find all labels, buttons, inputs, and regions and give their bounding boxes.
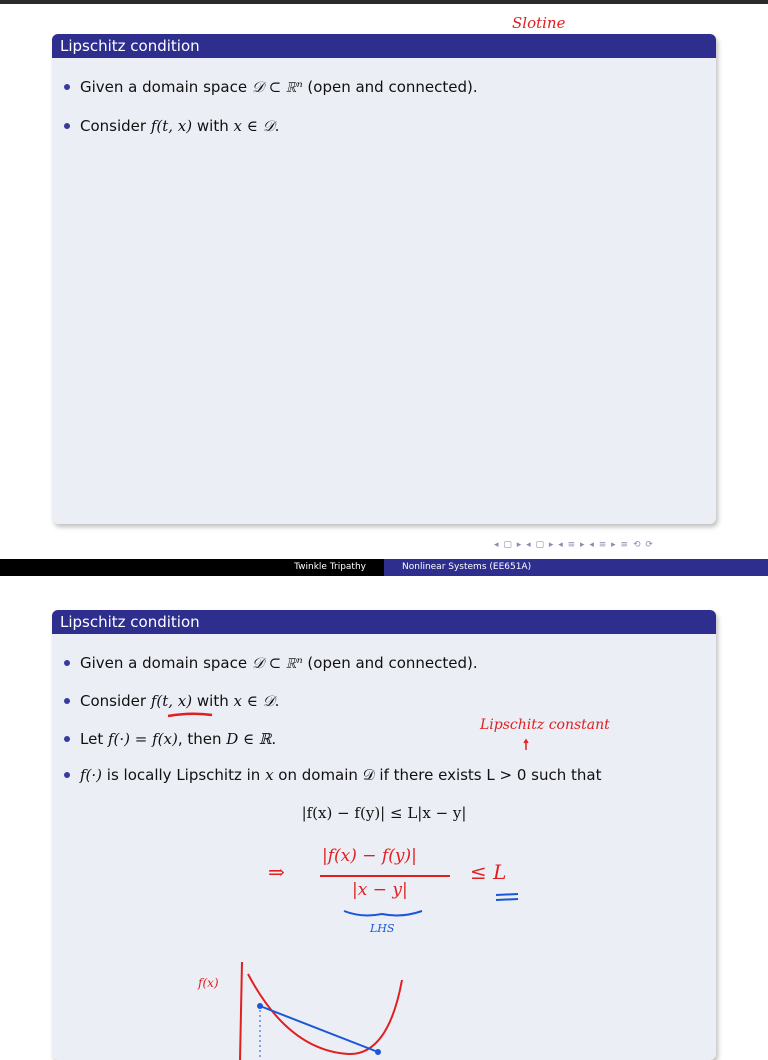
le-L-annotation: ≤ L (470, 860, 507, 884)
content-block (52, 34, 716, 524)
bullet-icon (64, 698, 70, 704)
top-rule (0, 0, 768, 4)
footer-course: Nonlinear Systems (EE651A) (384, 559, 768, 576)
arrow-mark (522, 738, 530, 752)
lipschitz-inequality: |f(x) − f(y)| ≤ L|x − y| (301, 804, 467, 822)
content-block (52, 610, 716, 1060)
bullet-icon (64, 84, 70, 90)
bullet-icon (64, 123, 70, 129)
slide-2 (0, 580, 768, 1024)
bullet-item: Given a domain space 𝒟 ⊂ ℝⁿ (open and connected). (80, 78, 478, 96)
bullet-item: Let f(·) = f(x), then D ∈ ℝ. (80, 730, 276, 748)
fraction-numerator: |f(x) − f(y)| (322, 846, 417, 866)
function-sketch (228, 950, 428, 1060)
fraction-denominator: |x − y| (352, 880, 408, 900)
lipschitz-constant-note: Lipschitz constant (480, 717, 610, 733)
slotine-annotation: Slotine (512, 14, 566, 32)
bullet-item: Consider f(t, x) with x ∈ 𝒟. (80, 692, 279, 710)
footer (0, 559, 768, 576)
bullet-icon (64, 660, 70, 666)
implies-symbol: ⇒ (268, 860, 285, 884)
block-title: Lipschitz condition (52, 34, 716, 58)
bullet-item: Consider f(t, x) with x ∈ 𝒟. (80, 117, 279, 135)
footer-author: Twinkle Tripathy (294, 562, 366, 572)
bullet-item: f(·) is locally Lipschitz in x on domain 𝒟 if there exists L > 0 such that (80, 766, 601, 784)
bullet-icon (64, 772, 70, 778)
underbrace-mark (342, 908, 426, 920)
block-title: Lipschitz condition (52, 610, 716, 634)
navigation-icons[interactable]: ◂ ▢ ▸ ◂ ▢ ▸ ◂ ≡ ▸ ◂ ≡ ▸ ≡ ⟲ ⟳ (494, 540, 654, 550)
fraction-bar (320, 874, 454, 878)
double-underline-mark (494, 892, 524, 902)
lhs-label: LHS (370, 922, 395, 935)
bullet-icon (64, 736, 70, 742)
bullet-item: Given a domain space 𝒟 ⊂ ℝⁿ (open and connected). (80, 654, 478, 672)
underline-mark (166, 710, 216, 720)
fx-axis-label: f(x) (198, 976, 219, 990)
